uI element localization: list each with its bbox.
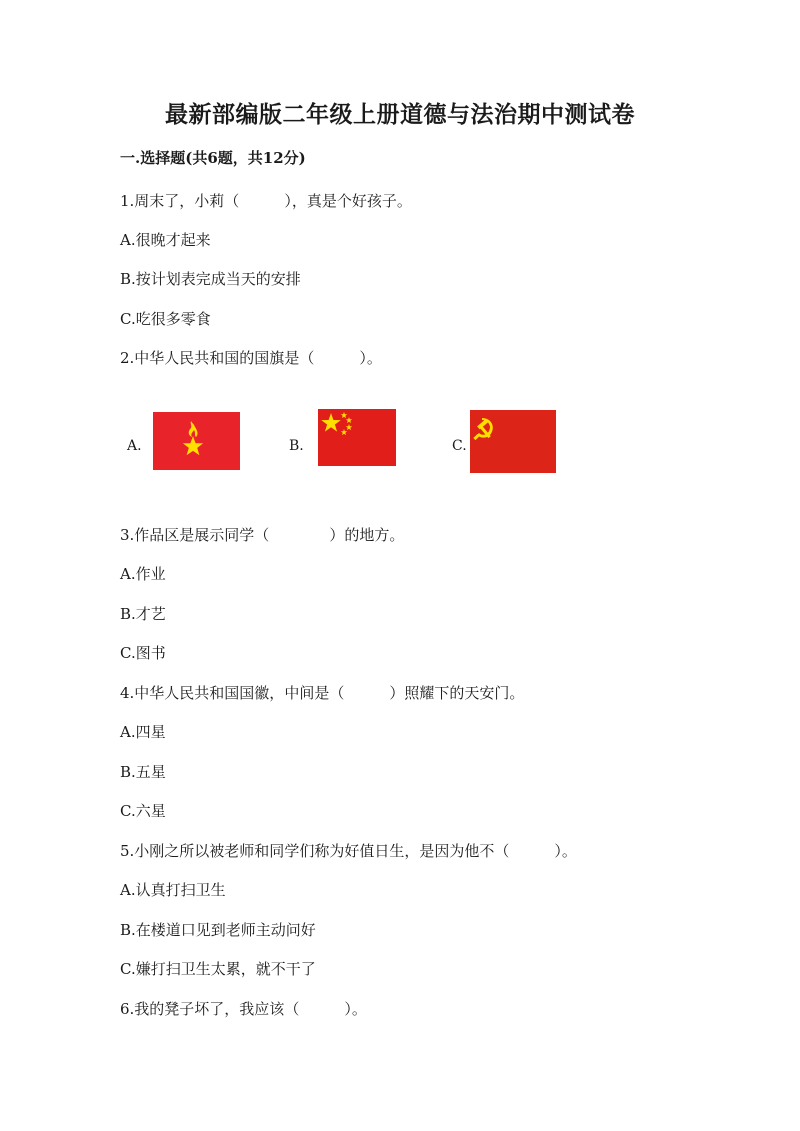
question-6: 6.我的凳子坏了，我应该（ ）。 [120,1000,367,1018]
option-5a: A.认真打扫卫生 [120,881,226,899]
flag-options [0,408,800,474]
option-5b: B.在楼道口见到老师主动问好 [120,921,316,939]
option-5c: C.嫌打扫卫生太累，就不干了 [120,960,316,978]
option-1b: B.按计划表完成当天的安排 [120,270,301,288]
question-2: 2.中华人民共和国的国旗是（ ）。 [120,349,382,367]
question-3: 3.作品区是展示同学（ ）的地方。 [120,526,405,544]
section-heading: 一.选择题(共6题，共12分) [120,149,306,167]
option-4c: C.六星 [120,802,166,820]
option-4a: A.四星 [120,723,166,741]
page-title: 最新部编版二年级上册道德与法治期中测试卷 [165,101,635,128]
option-4b: B.五星 [120,763,166,781]
question-5: 5.小刚之所以被老师和同学们称为好值日生，是因为他不（ ）。 [120,842,577,860]
option-3c: C.图书 [120,644,166,662]
flag-option-c-label: C. [452,438,467,454]
flag-option-b-label: B. [289,438,304,454]
china-national-flag-icon [318,409,396,466]
question-4: 4.中华人民共和国国徽，中间是（ ）照耀下的天安门。 [120,684,525,702]
option-3b: B.才艺 [120,605,166,623]
young-pioneers-flag-icon [153,412,240,470]
option-3a: A.作业 [120,565,166,583]
option-1a: A.很晚才起来 [120,231,211,249]
option-1c: C.吃很多零食 [120,310,211,328]
question-1: 1.周末了，小莉（ ），真是个好孩子。 [120,192,412,210]
flag-option-a-label: A. [127,438,142,454]
party-flag-icon [470,410,556,473]
